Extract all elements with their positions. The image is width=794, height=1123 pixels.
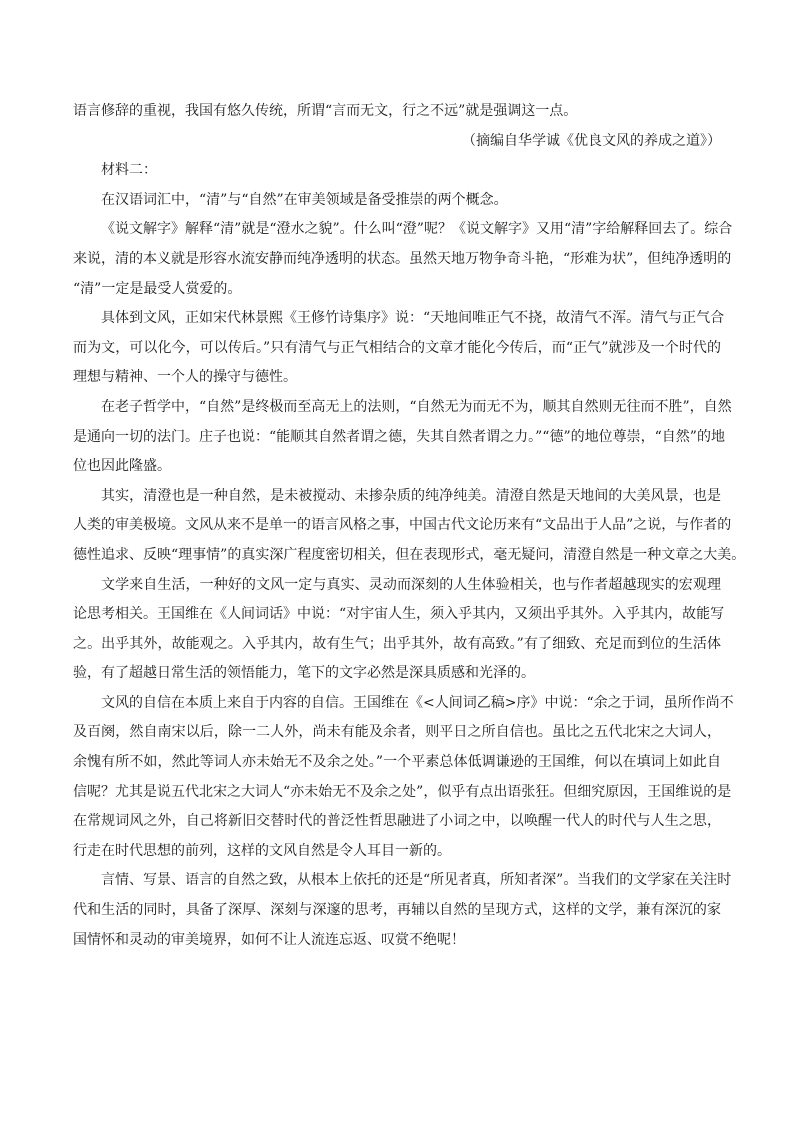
- text-line: 在老子哲学中，“自然”是终极而至高无上的法则，“自然无为而无不为，顺其自然则无往而不胜”，自然: [101, 398, 732, 415]
- text-line: 验，有了超越日常生活的领悟能力，笔下的文字必然是深具质感和光泽的。: [73, 665, 535, 682]
- text-line: 之。出乎其外，故能观之。入乎其内，故有生气；出乎其外，故有高致。”有了细致、充足而到位的生活体: [73, 635, 721, 652]
- text-line: 来说，清的本义就是形容水流安静而纯净透明的状态。虽然天地万物争奇斗艳，“形难为状”，但纯净透明的: [73, 250, 732, 267]
- text-line: 《说文解字》解释“清”就是“澄水之貌”。什么叫“澄”呢？《说文解字》又用“清”字给解释回去了。综合: [101, 221, 733, 238]
- paragraph-confidence: [73, 689, 734, 867]
- paragraph-intro: [73, 97, 721, 127]
- text-line: 在汉语词汇中，“清”与“自然”在审美领域是备受推崇的两个概念。: [101, 191, 508, 208]
- text-line: 文学来自生活，一种好的文风一定与真实、灵动而深刻的人生体验相关，也与作者超越现实的宏观理: [101, 576, 721, 593]
- text-line: 而为文，可以化今，可以传后。”只有清气与正气相结合的文章才能化今传后，而“正气”就涉及一个时代的: [73, 339, 721, 356]
- text-line: 及百阕，然自南宋以后，除一二人外，尚未有能及余者，则平日之所自信也。虽比之五代北宋之大词人，: [73, 724, 721, 741]
- paragraph-conclusion: [73, 866, 732, 955]
- source-citation: [73, 127, 721, 157]
- text-line: 行走在时代思想的前列，这样的文风自然是令人耳目一新的。: [73, 842, 451, 859]
- text-line: 信呢？尤其是说五代北宋之大词人“亦未始无不及余之处”，似乎有点出语张狂。但细究原因，王国维说的是: [73, 783, 732, 800]
- text-line: 具体到文风，正如宋代林景熙《王修竹诗集序》说：“天地间唯正气不挠，故清气不浑。清气与正气合: [101, 310, 725, 327]
- paragraph-wenfeng: [73, 304, 725, 393]
- text-line: 文风的自信在本质上来自于内容的自信。王国维在《<人间词乙稿>序》中说：“余之于词，虽所作尚不: [101, 694, 734, 711]
- text-line: 位也因此隆盛。: [73, 458, 171, 475]
- text-line: 国情怀和灵动的审美境界，如何不让人流连忘返、叹赏不绝呢！: [73, 931, 465, 948]
- text-line: 代和生活的同时，具备了深厚、深刻与深邃的思考，再辅以自然的呈现方式，这样的文学，兼有深沉的家: [73, 902, 721, 919]
- text-line: 论思考相关。王国维在《人间词话》中说：“对宇宙人生，须入乎其内，又须出乎其外。入乎其内，故能写: [73, 606, 725, 623]
- paragraph-clear-natural: [73, 186, 721, 216]
- text-line: 其实，清澄也是一种自然，是未被搅动、未掺杂质的纯净纯美。清澄自然是天地间的大美风景，也是: [101, 487, 721, 504]
- text-line: “清”一定是最受人赏爱的。: [73, 280, 242, 297]
- text-line: 德性追求、反映“理事情”的真实深广程度密切相关，但在表现形式，毫无疑问，清澄自然是一种文章之大美。: [73, 546, 746, 563]
- paragraph-laozi: [73, 393, 732, 482]
- text-line: 人类的审美极境。文风从来不是单一的语言风格之事，中国古代文论历来有“文品出于人品”之说，与作者的: [73, 517, 732, 534]
- text-line: 语言修辞的重视，我国有悠久传统，所谓“言而无文，行之不远”就是强调这一点。: [73, 103, 578, 119]
- document-page: [73, 97, 746, 955]
- paragraph-literature-life: [73, 571, 725, 689]
- text-line: 理想与精神、一个人的操守与德性。: [73, 369, 297, 386]
- section-label: 材料二：: [101, 162, 157, 179]
- paragraph-shuowen: [73, 215, 733, 304]
- paragraph-qingcheng: [73, 482, 746, 571]
- text-line: 言情、写景、语言的自然之致，从根本上依托的还是“所见者真，所知者深”。当我们的文学家在关注时: [101, 872, 732, 889]
- section-heading-material-two: [73, 156, 721, 186]
- text-line: 余愧有所不如，然此等词人亦未始无不及余之处。”一个平素总体低调谦逊的王国维，何以在填词上如此自: [73, 754, 721, 771]
- citation-line: （摘编自华学诚《优良文风的养成之道》）: [462, 132, 721, 149]
- text-line: 在常规词风之外，自己将新旧交替时代的普泛性哲思融进了小词之中，以唤醒一代人的时代与人生之思，: [73, 813, 721, 830]
- text-line: 是通向一切的法门。庄子也说：“能顺其自然者谓之德，失其自然者谓之力。”“德”的地位尊崇，“自然”的地: [73, 428, 725, 445]
